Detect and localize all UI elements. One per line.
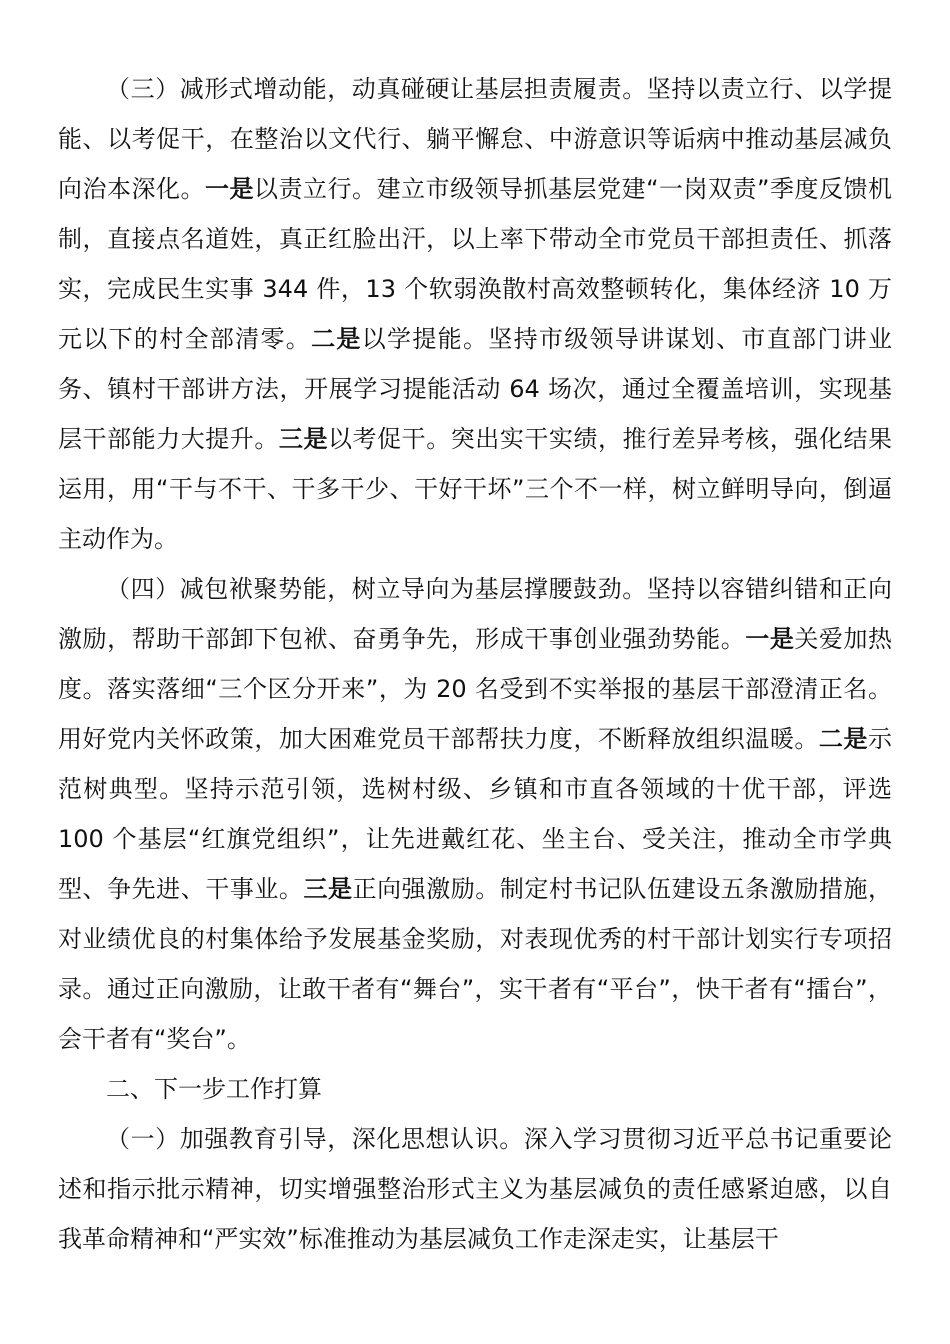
point-label-2: 二是 [818, 725, 869, 753]
section-4-heading-text: （四）减包袱聚势能，树立导向为基层撑腰鼓劲。坚持以容错纠错和正向激励，帮助干部卸下包袱、奋勇争先，形成干事创业强劲势能。 [58, 575, 892, 653]
point-label-1: 一是 [205, 175, 255, 203]
point-label-3: 三是 [278, 425, 329, 453]
point-label-1: 一是 [745, 625, 795, 653]
point-text-2: 示范树典型。坚持示范引领，选树村级、乡镇和市直各领域的十优干部，评选 100 个基层“红旗党组织”，让先进戴红花、坐主台、受关注，推动全市学典型、争先进、干事业。 [58, 725, 893, 903]
point-text-3: 正向强激励。制定村书记队伍建设五条激励措施，对业绩优良的村集体给予发展基金奖励，对表现优秀的村干部计划实行专项招录。通过正向激励，让敢干者有“舞台”，实干者有“平台”，快干者有“擂台”，会干者有“奖台”。 [58, 875, 893, 1053]
heading-next-steps [58, 1064, 892, 1114]
next-step-1-text: （一）加强教育引导，深化思想认识。深入学习贯彻习近平总书记重要论述和指示批示精神，切实增强整治形式主义为基层减负的责任感紧迫感，以自我革命精神和“严实效”标准推动为基层减负工作走深走实，让基层干 [58, 1125, 892, 1253]
section-3-heading-text: （三）减形式增动能，动真碰硬让基层担责履责。坚持以责立行、以学提能、以考促干，在整治以文代行、躺平懈怠、中游意识等诟病中推动基层减负向治本深化。 [58, 75, 892, 203]
point-label-3: 三是 [303, 875, 353, 903]
point-text-3: 以考促干。突出实干实绩，推行差异考核，强化结果运用，用“干与不干、干多干少、干好干坏”三个不一样，树立鲜明导向，倒逼主动作为。 [58, 425, 893, 553]
paragraph-next-step-1 [58, 1114, 892, 1264]
document-body [58, 64, 892, 1264]
point-text-1: 关爱加热度。落实落细“三个区分开来”，为 20 名受到不实举报的基层干部澄清正名。用好党内关怀政策，加大困难党员干部帮扶力度，不断释放组织温暖。 [58, 625, 893, 753]
point-text-1: 以责立行。建立市级领导抓基层党建“一岗双责”季度反馈机制，直接点名道姓，真正红脸出汗，以上率下带动全市党员干部担责任、抓落实，完成民生实事 344 件，13 个软弱涣散村高效整顿转化，集体经济 10 万元以下的村全部清零。 [58, 175, 893, 353]
paragraph-section-3 [58, 64, 892, 564]
point-label-2: 二是 [311, 325, 362, 353]
heading-next-steps-text: 二、下一步工作打算 [106, 1075, 322, 1103]
point-text-2: 以学提能。坚持市级领导讲谋划、市直部门讲业务、镇村干部讲方法，开展学习提能活动 64 场次，通过全覆盖培训，实现基层干部能力大提升。 [58, 325, 892, 453]
paragraph-section-4 [58, 564, 892, 1064]
